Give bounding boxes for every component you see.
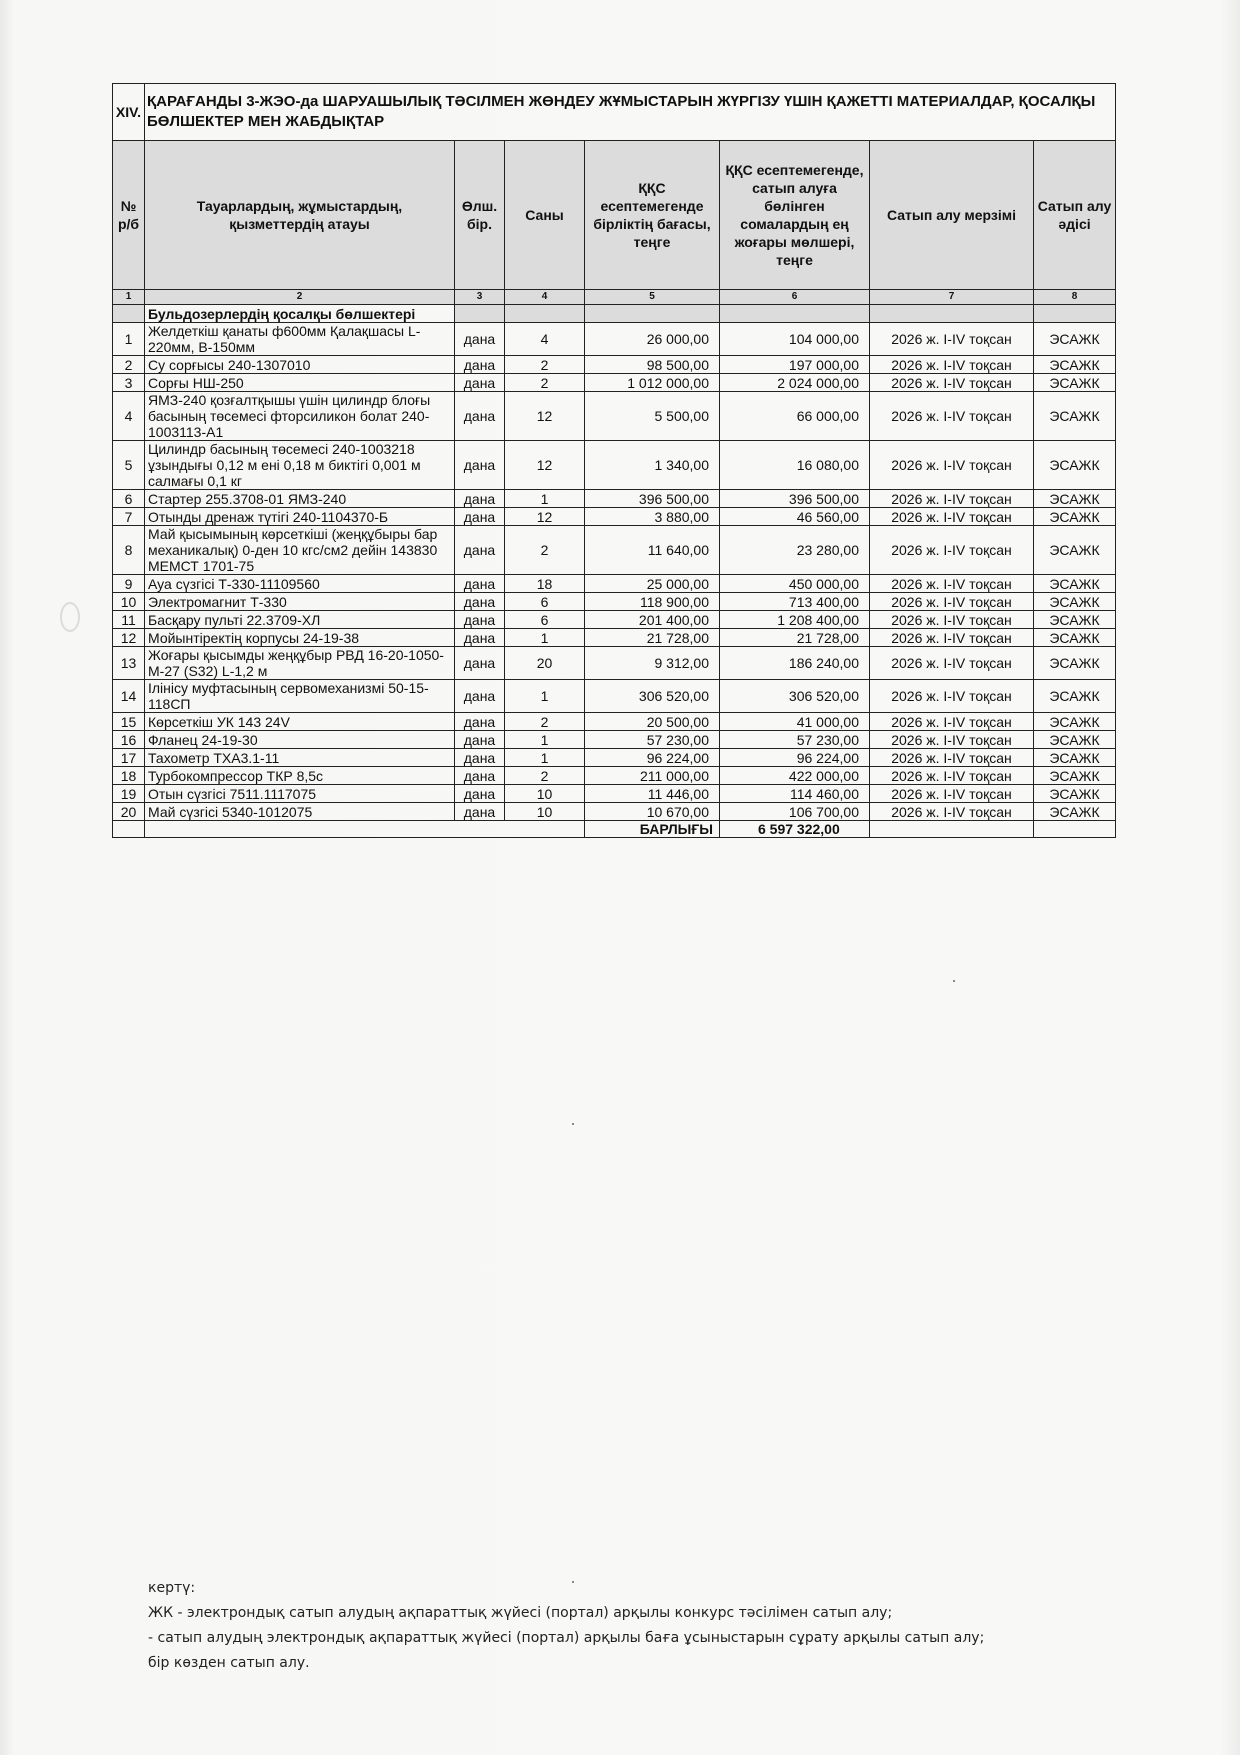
item-unit-price: 306 520,00 xyxy=(585,680,720,713)
item-unit-price: 201 400,00 xyxy=(585,611,720,629)
item-unit: дана xyxy=(455,785,505,803)
item-unit-price: 5 500,00 xyxy=(585,392,720,441)
item-unit: дана xyxy=(455,749,505,767)
item-amount: 96 224,00 xyxy=(720,749,870,767)
item-quantity: 2 xyxy=(505,767,585,785)
item-name: Тахометр ТХА3.1-11 xyxy=(145,749,455,767)
table-row xyxy=(113,803,1116,821)
item-name: Басқару пульті 22.3709-ХЛ xyxy=(145,611,455,629)
row-number: 19 xyxy=(113,785,145,803)
table-row xyxy=(113,575,1116,593)
item-quantity: 1 xyxy=(505,731,585,749)
item-name: Турбокомпрессор ТКР 8,5с xyxy=(145,767,455,785)
table-row xyxy=(113,441,1116,490)
column-number: 3 xyxy=(455,290,505,305)
item-amount: 106 700,00 xyxy=(720,803,870,821)
item-name: Отын сүзгісі 7511.1117075 xyxy=(145,785,455,803)
item-unit: дана xyxy=(455,356,505,374)
column-number: 5 xyxy=(585,290,720,305)
item-unit-price: 11 446,00 xyxy=(585,785,720,803)
item-quantity: 1 xyxy=(505,629,585,647)
item-name: Мойынтіректің корпусы 24-19-38 xyxy=(145,629,455,647)
item-quantity: 2 xyxy=(505,526,585,575)
item-unit: дана xyxy=(455,441,505,490)
item-period: 2026 ж. I-IV тоқсан xyxy=(870,374,1034,392)
item-unit: дана xyxy=(455,680,505,713)
item-method: ЭСАЖК xyxy=(1034,392,1116,441)
item-period: 2026 ж. I-IV тоқсан xyxy=(870,526,1034,575)
column-number: 6 xyxy=(720,290,870,305)
row-number: 4 xyxy=(113,392,145,441)
section-number: XIV. xyxy=(113,84,145,141)
item-amount: 306 520,00 xyxy=(720,680,870,713)
item-amount: 2 024 000,00 xyxy=(720,374,870,392)
row-number: 3 xyxy=(113,374,145,392)
punch-hole-mark xyxy=(60,602,80,632)
item-unit-price: 20 500,00 xyxy=(585,713,720,731)
item-period: 2026 ж. I-IV тоқсан xyxy=(870,731,1034,749)
item-quantity: 2 xyxy=(505,356,585,374)
item-amount: 16 080,00 xyxy=(720,441,870,490)
item-period: 2026 ж. I-IV тоқсан xyxy=(870,593,1034,611)
table-row xyxy=(113,392,1116,441)
item-method: ЭСАЖК xyxy=(1034,490,1116,508)
table-row xyxy=(113,611,1116,629)
header-row xyxy=(113,141,1116,290)
item-method: ЭСАЖК xyxy=(1034,441,1116,490)
table-row xyxy=(113,785,1116,803)
table-row xyxy=(113,526,1116,575)
item-method: ЭСАЖК xyxy=(1034,593,1116,611)
row-number: 13 xyxy=(113,647,145,680)
row-number: 11 xyxy=(113,611,145,629)
total-label: БАРЛЫҒЫ xyxy=(585,821,720,838)
table-row xyxy=(113,490,1116,508)
item-unit-price: 98 500,00 xyxy=(585,356,720,374)
item-method: ЭСАЖК xyxy=(1034,749,1116,767)
item-name: Жоғары қысымды жеңқұбыр РВД 16-20-1050-М-27 (S32) L-1,2 м xyxy=(145,647,455,680)
item-method: ЭСАЖК xyxy=(1034,680,1116,713)
item-quantity: 12 xyxy=(505,392,585,441)
table-row xyxy=(113,731,1116,749)
item-quantity: 2 xyxy=(505,374,585,392)
item-quantity: 10 xyxy=(505,803,585,821)
item-name: Желдеткіш қанаты ф600мм Қалақшасы L-220мм, В-150мм xyxy=(145,323,455,356)
item-amount: 422 000,00 xyxy=(720,767,870,785)
item-unit-price: 25 000,00 xyxy=(585,575,720,593)
item-unit-price: 118 900,00 xyxy=(585,593,720,611)
column-number: 8 xyxy=(1034,290,1116,305)
item-amount: 46 560,00 xyxy=(720,508,870,526)
item-period: 2026 ж. I-IV тоқсан xyxy=(870,323,1034,356)
item-unit-price: 396 500,00 xyxy=(585,490,720,508)
item-unit: дана xyxy=(455,611,505,629)
item-period: 2026 ж. I-IV тоқсан xyxy=(870,611,1034,629)
section-title: ҚАРАҒАНДЫ 3-ЖЭО-да ШАРУАШЫЛЫҚ ТӘСІЛМЕН ЖӨНДЕУ ЖҰМЫСТАРЫН ЖҮРГІЗУ ҮШІН ҚАЖЕТТІ МАТЕРИАЛДАР, ҚОСАЛҚЫ БӨЛШЕКТЕР МЕН ЖАБДЫҚТАР xyxy=(145,84,1116,141)
item-period: 2026 ж. I-IV тоқсан xyxy=(870,392,1034,441)
table-row xyxy=(113,374,1116,392)
item-unit-price: 3 880,00 xyxy=(585,508,720,526)
item-amount: 57 230,00 xyxy=(720,731,870,749)
item-unit: дана xyxy=(455,526,505,575)
row-number: 14 xyxy=(113,680,145,713)
row-number: 8 xyxy=(113,526,145,575)
item-unit: дана xyxy=(455,323,505,356)
item-amount: 23 280,00 xyxy=(720,526,870,575)
column-number: 7 xyxy=(870,290,1034,305)
item-unit-price: 11 640,00 xyxy=(585,526,720,575)
item-method: ЭСАЖК xyxy=(1034,356,1116,374)
item-quantity: 12 xyxy=(505,441,585,490)
table-row xyxy=(113,647,1116,680)
item-period: 2026 ж. I-IV тоқсан xyxy=(870,767,1034,785)
item-amount: 66 000,00 xyxy=(720,392,870,441)
item-name: Отынды дренаж түтігі 240-1104370-Б xyxy=(145,508,455,526)
total-empty-cell xyxy=(870,821,1034,838)
row-number: 6 xyxy=(113,490,145,508)
header-unit: Өлш. бір. xyxy=(455,141,505,290)
item-amount: 396 500,00 xyxy=(720,490,870,508)
item-amount: 197 000,00 xyxy=(720,356,870,374)
header-num: № р/б xyxy=(113,141,145,290)
item-method: ЭСАЖК xyxy=(1034,629,1116,647)
item-amount: 450 000,00 xyxy=(720,575,870,593)
table-row xyxy=(113,356,1116,374)
row-number: 16 xyxy=(113,731,145,749)
item-period: 2026 ж. I-IV тоқсан xyxy=(870,441,1034,490)
item-period: 2026 ж. I-IV тоқсан xyxy=(870,629,1034,647)
item-amount: 1 208 400,00 xyxy=(720,611,870,629)
item-quantity: 20 xyxy=(505,647,585,680)
total-row xyxy=(113,821,1116,838)
footer-line: - сатып алудың электрондық ақпараттық жүйесі (портал) арқылы баға ұсыныстарын сұрату арқылы сатып алу; xyxy=(148,1630,985,1646)
item-unit: дана xyxy=(455,767,505,785)
table-row xyxy=(113,629,1116,647)
item-period: 2026 ж. I-IV тоқсан xyxy=(870,508,1034,526)
item-amount: 41 000,00 xyxy=(720,713,870,731)
table-row xyxy=(113,323,1116,356)
item-method: ЭСАЖК xyxy=(1034,611,1116,629)
item-unit: дана xyxy=(455,490,505,508)
section-title-row xyxy=(113,84,1116,141)
item-unit: дана xyxy=(455,575,505,593)
item-name: Май сүзгісі 5340-1012075 xyxy=(145,803,455,821)
row-number: 10 xyxy=(113,593,145,611)
item-period: 2026 ж. I-IV тоқсан xyxy=(870,647,1034,680)
header-period: Сатып алу мерзімі xyxy=(870,141,1034,290)
footer-line: ЖК - электрондық сатып алудың ақпараттық жүйесі (портал) арқылы конкурс тәсілімен сатып алу; xyxy=(148,1605,893,1621)
item-name: Көрсеткіш УК 143 24V xyxy=(145,713,455,731)
group-empty-cell xyxy=(870,305,1034,323)
row-number: 5 xyxy=(113,441,145,490)
item-unit: дана xyxy=(455,392,505,441)
item-unit-price: 57 230,00 xyxy=(585,731,720,749)
group-empty-cell xyxy=(505,305,585,323)
total-value: 6 597 322,00 xyxy=(720,821,870,838)
item-method: ЭСАЖК xyxy=(1034,508,1116,526)
total-empty-cell xyxy=(113,821,145,838)
row-number: 17 xyxy=(113,749,145,767)
table-row xyxy=(113,749,1116,767)
item-unit: дана xyxy=(455,374,505,392)
item-period: 2026 ж. I-IV тоқсан xyxy=(870,575,1034,593)
item-method: ЭСАЖК xyxy=(1034,647,1116,680)
column-number-row xyxy=(113,290,1116,305)
table-row xyxy=(113,508,1116,526)
total-empty-cell xyxy=(1034,821,1116,838)
item-unit-price: 1 012 000,00 xyxy=(585,374,720,392)
scan-speck xyxy=(953,980,955,982)
column-number: 1 xyxy=(113,290,145,305)
item-name: Ілінісу муфтасының сервомеханизмі 50-15-118СП xyxy=(145,680,455,713)
column-number: 2 xyxy=(145,290,455,305)
row-number: 20 xyxy=(113,803,145,821)
row-number: 9 xyxy=(113,575,145,593)
item-period: 2026 ж. I-IV тоқсан xyxy=(870,785,1034,803)
group-row xyxy=(113,305,1116,323)
item-method: ЭСАЖК xyxy=(1034,713,1116,731)
table-row xyxy=(113,680,1116,713)
item-quantity: 4 xyxy=(505,323,585,356)
item-unit-price: 9 312,00 xyxy=(585,647,720,680)
item-unit: дана xyxy=(455,629,505,647)
row-number: 2 xyxy=(113,356,145,374)
item-unit-price: 1 340,00 xyxy=(585,441,720,490)
item-name: Цилиндр басының төсемесі 240-1003218 ұзындығы 0,12 м ені 0,18 м биктігі 0,001 м салмағы 0,1 кг xyxy=(145,441,455,490)
item-method: ЭСАЖК xyxy=(1034,526,1116,575)
item-name: Сорғы НШ-250 xyxy=(145,374,455,392)
item-unit-price: 10 670,00 xyxy=(585,803,720,821)
item-unit-price: 21 728,00 xyxy=(585,629,720,647)
item-unit-price: 26 000,00 xyxy=(585,323,720,356)
row-number: 15 xyxy=(113,713,145,731)
item-period: 2026 ж. I-IV тоқсан xyxy=(870,356,1034,374)
column-number: 4 xyxy=(505,290,585,305)
item-name: ЯМЗ-240 қозғалтқышы үшін цилиндр блоғы басының төсемесі фторсиликон болат 240-1003113-А1 xyxy=(145,392,455,441)
header-unit-price: ҚҚС есептемегенде бірліктің бағасы, теңге xyxy=(585,141,720,290)
row-number: 18 xyxy=(113,767,145,785)
header-max-amount: ҚҚС есептемегенде, сатып алуға бөлінген сомалардың ең жоғары мөлшері, теңге xyxy=(720,141,870,290)
item-amount: 713 400,00 xyxy=(720,593,870,611)
item-amount: 114 460,00 xyxy=(720,785,870,803)
item-method: ЭСАЖК xyxy=(1034,731,1116,749)
item-quantity: 2 xyxy=(505,713,585,731)
table-row xyxy=(113,593,1116,611)
item-quantity: 18 xyxy=(505,575,585,593)
footer-notes xyxy=(148,1576,984,1676)
item-unit: дана xyxy=(455,713,505,731)
item-period: 2026 ж. I-IV тоқсан xyxy=(870,680,1034,713)
item-quantity: 6 xyxy=(505,611,585,629)
item-unit-price: 96 224,00 xyxy=(585,749,720,767)
item-amount: 186 240,00 xyxy=(720,647,870,680)
item-name: Фланец 24-19-30 xyxy=(145,731,455,749)
scan-speck xyxy=(572,1123,574,1125)
item-unit: дана xyxy=(455,731,505,749)
item-method: ЭСАЖК xyxy=(1034,803,1116,821)
item-amount: 104 000,00 xyxy=(720,323,870,356)
item-quantity: 10 xyxy=(505,785,585,803)
group-title: Бульдозерлердің қосалқы бөлшектері xyxy=(145,305,455,323)
item-quantity: 1 xyxy=(505,490,585,508)
item-unit: дана xyxy=(455,647,505,680)
item-unit-price: 211 000,00 xyxy=(585,767,720,785)
item-period: 2026 ж. I-IV тоқсан xyxy=(870,713,1034,731)
item-amount: 21 728,00 xyxy=(720,629,870,647)
item-period: 2026 ж. I-IV тоқсан xyxy=(870,749,1034,767)
item-quantity: 1 xyxy=(505,680,585,713)
item-name: Су сорғысы 240-1307010 xyxy=(145,356,455,374)
footer-line: бір көзден сатып алу. xyxy=(148,1655,310,1671)
item-quantity: 12 xyxy=(505,508,585,526)
item-unit: дана xyxy=(455,593,505,611)
item-unit: дана xyxy=(455,803,505,821)
item-method: ЭСАЖК xyxy=(1034,323,1116,356)
item-period: 2026 ж. I-IV тоқсан xyxy=(870,490,1034,508)
item-method: ЭСАЖК xyxy=(1034,785,1116,803)
header-name: Тауарлардың, жұмыстардың, қызметтердің атауы xyxy=(145,141,455,290)
item-quantity: 6 xyxy=(505,593,585,611)
total-empty-cell xyxy=(145,821,585,838)
header-method: Сатып алу әдісі xyxy=(1034,141,1116,290)
item-method: ЭСАЖК xyxy=(1034,767,1116,785)
row-number: 12 xyxy=(113,629,145,647)
table-row xyxy=(113,767,1116,785)
header-qty: Саны xyxy=(505,141,585,290)
footer-line: кертү: xyxy=(148,1580,196,1596)
item-period: 2026 ж. I-IV тоқсан xyxy=(870,803,1034,821)
materials-table xyxy=(112,83,1116,838)
row-number: 1 xyxy=(113,323,145,356)
item-name: Ауа сүзгісі Т-330-11109560 xyxy=(145,575,455,593)
item-method: ЭСАЖК xyxy=(1034,374,1116,392)
item-unit: дана xyxy=(455,508,505,526)
item-name: Электромагнит Т-330 xyxy=(145,593,455,611)
group-empty-cell xyxy=(585,305,720,323)
group-empty-cell xyxy=(720,305,870,323)
group-empty-cell xyxy=(1034,305,1116,323)
item-quantity: 1 xyxy=(505,749,585,767)
group-empty-cell xyxy=(113,305,145,323)
item-name: Май қысымының көрсеткіші (жеңқұбыры бар механикалық) 0-ден 10 кгс/см2 дейін 143830 МЕМСТ 1701-75 xyxy=(145,526,455,575)
item-method: ЭСАЖК xyxy=(1034,575,1116,593)
table-row xyxy=(113,713,1116,731)
group-empty-cell xyxy=(455,305,505,323)
row-number: 7 xyxy=(113,508,145,526)
item-name: Стартер 255.3708-01 ЯМЗ-240 xyxy=(145,490,455,508)
